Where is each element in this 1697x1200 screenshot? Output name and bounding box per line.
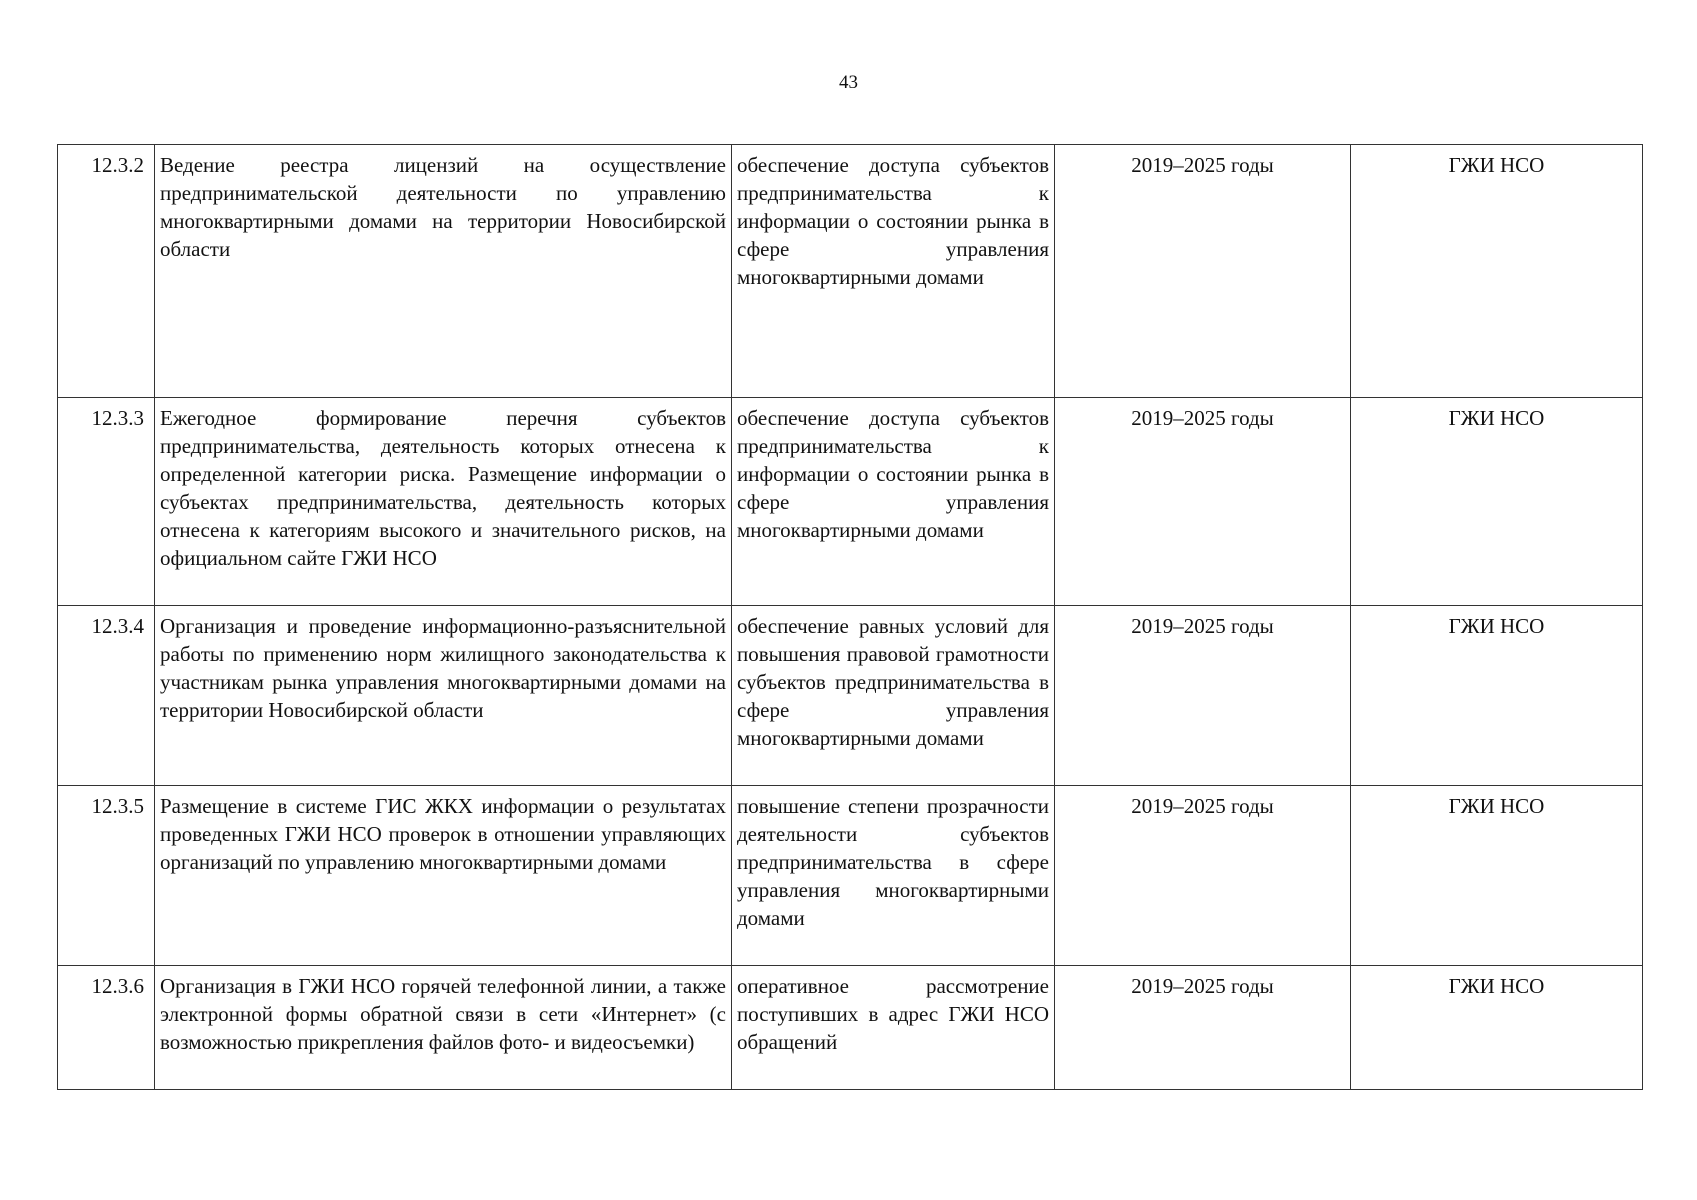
- result-cell: оперативное рассмотрение поступивших в адрес ГЖИ НСО обращений: [732, 966, 1055, 1090]
- measures-table: [57, 144, 1643, 1090]
- result-cell: обеспечение доступа субъектов предпринимательства к информации о состоянии рынка в сфере управления многоквартирными домами: [732, 398, 1055, 606]
- term-cell: 2019–2025 годы: [1055, 145, 1351, 398]
- term-cell: 2019–2025 годы: [1055, 606, 1351, 786]
- item-number: 12.3.4: [58, 606, 155, 786]
- result-cell: обеспечение доступа субъектов предпринимательства к информации о состоянии рынка в сфере управления многоквартирными домами: [732, 145, 1055, 398]
- term-cell: 2019–2025 годы: [1055, 966, 1351, 1090]
- executor-cell: ГЖИ НСО: [1351, 966, 1643, 1090]
- executor-cell: ГЖИ НСО: [1351, 398, 1643, 606]
- executor-cell: ГЖИ НСО: [1351, 606, 1643, 786]
- item-number: 12.3.2: [58, 145, 155, 398]
- table-row: [58, 398, 1643, 606]
- table-row: [58, 606, 1643, 786]
- table-row: [58, 786, 1643, 966]
- term-cell: 2019–2025 годы: [1055, 398, 1351, 606]
- item-number: 12.3.3: [58, 398, 155, 606]
- executor-cell: ГЖИ НСО: [1351, 786, 1643, 966]
- activity-cell: Размещение в системе ГИС ЖКХ информации о результатах проведенных ГЖИ НСО проверок в отношении управляющих организаций по управлению многоквартирными домами: [155, 786, 732, 966]
- executor-cell: ГЖИ НСО: [1351, 145, 1643, 398]
- result-cell: повышение степени прозрачности деятельности субъектов предпринимательства в сфере управления многоквартирными домами: [732, 786, 1055, 966]
- table-row: [58, 145, 1643, 398]
- activity-cell: Организация в ГЖИ НСО горячей телефонной линии, а также электронной формы обратной связи в сети «Интернет» (с возможностью прикрепления файлов фото- и видеосъемки): [155, 966, 732, 1090]
- activity-cell: Ежегодное формирование перечня субъектов предпринимательства, деятельность которых отнесена к определенной категории риска. Размещение информации о субъектах предпринимательства, деятельность которых отнесена к категориям высокого и значительного рисков, на официальном сайте ГЖИ НСО: [155, 398, 732, 606]
- activity-cell: Ведение реестра лицензий на осуществление предпринимательской деятельности по управлению многоквартирными домами на территории Новосибирской области: [155, 145, 732, 398]
- result-cell: обеспечение равных условий для повышения правовой грамотности субъектов предпринимательства в сфере управления многоквартирными домами: [732, 606, 1055, 786]
- item-number: 12.3.6: [58, 966, 155, 1090]
- page-number: 43: [839, 72, 858, 93]
- item-number: 12.3.5: [58, 786, 155, 966]
- table-row: [58, 966, 1643, 1090]
- activity-cell: Организация и проведение информационно-разъяснительной работы по применению норм жилищного законодательства к участникам рынка управления многоквартирными домами на территории Новосибирской области: [155, 606, 732, 786]
- term-cell: 2019–2025 годы: [1055, 786, 1351, 966]
